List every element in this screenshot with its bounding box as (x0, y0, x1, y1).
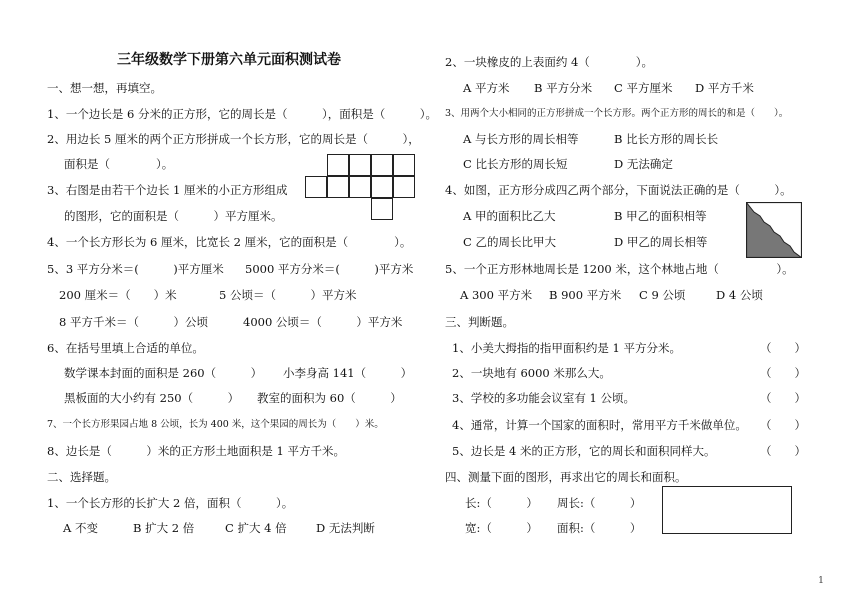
s1-q6b1: 黑板面的大小约有 250（ ） (64, 391, 240, 405)
s1-q6b2: 教室的面积为 60（ ） (257, 391, 402, 405)
s1-q6: 6、在括号里填上合适的单位。 (47, 341, 204, 355)
s2-q1-opt-b: B 扩大 2 倍 (133, 521, 195, 535)
s2-q4-opt-c: C 乙的周长比甲大 (463, 235, 556, 249)
s2-q5-opt-b: B 900 平方米 (549, 288, 622, 302)
s1-q5b1: 200 厘米＝（ ）米 (59, 288, 177, 302)
s2-q1: 1、一个长方形的长扩大 2 倍，面积（ ）。 (47, 496, 294, 510)
s2-q2-opt-a: A 平方米 (463, 81, 510, 95)
s1-q5c2: 4000 公顷＝（ ）平方米 (243, 315, 403, 329)
s2-q5-opt-d: D 4 公顷 (716, 288, 763, 302)
s3-item-5: 5、边长是 4 米的正方形，它的周长和面积同样大。 (452, 444, 716, 458)
s2-q2-opt-b: B 平方分米 (534, 81, 593, 95)
s1-q5b2: 5 公顷＝（ ）平方米 (219, 288, 357, 302)
s2-q4-opt-b: B 甲乙的面积相等 (614, 209, 707, 223)
s2-q2: 2、一块橡皮的上表面约 4（ ）。 (445, 55, 654, 69)
section1-heading: 一、想一想，再填空。 (47, 81, 162, 95)
s1-q2b: 面积是（ ）。 (64, 157, 174, 171)
s3-item-2: 2、一块地有 6000 米那么大。 (452, 366, 611, 380)
s3-item-4-bracket: （ ） (760, 418, 806, 432)
s2-q3: 3、用两个大小相同的正方形拼成一个长方形。两个正方形的周长的和是（ ）。 (445, 108, 789, 119)
s2-q1-opt-c: C 扩大 4 倍 (225, 521, 287, 535)
s1-q3a: 3、右图是由若干个边长 1 厘米的小正方形组成 (47, 183, 288, 197)
s2-q2-opt-c: C 平方厘米 (614, 81, 673, 95)
s4-length: 长:（ ） (465, 496, 538, 510)
s3-item-4: 4、通常，计算一个国家的面积时，常用平方千米做单位。 (452, 418, 747, 432)
s2-q3-opt-d: D 无法确定 (614, 157, 673, 171)
s1-q3b: 的图形，它的面积是（ ）平方厘米。 (64, 209, 283, 223)
s2-q2-opt-d: D 平方千米 (695, 81, 754, 95)
page-title: 三年级数学下册第六单元面积测试卷 (117, 52, 341, 68)
section4-heading: 四、测量下面的图形，再求出它的周长和面积。 (445, 470, 687, 484)
s2-q3-opt-a: A 与长方形的周长相等 (463, 132, 579, 146)
s1-q1: 1、一个边长是 6 分米的正方形，它的周长是（ ），面积是（ ）。 (47, 107, 437, 121)
s3-item-5-bracket: （ ） (760, 444, 806, 458)
s3-item-2-bracket: （ ） (760, 366, 806, 380)
s3-item-1: 1、小美大拇指的指甲面积约是 1 平方分米。 (452, 341, 681, 355)
s1-q6a1: 数学课本封面的面积是 260（ ） (64, 366, 263, 380)
s1-q5c1: 8 平方千米＝（ ）公顷 (59, 315, 208, 329)
s2-q5-opt-c: C 9 公顷 (639, 288, 686, 302)
s2-q4: 4、如图，正方形分成四乙两个部分，下面说法正确的是（ ）。 (445, 183, 792, 197)
s1-q5a2: 5000 平方分米＝( )平方米 (245, 262, 414, 276)
s4-area: 面积:（ ） (557, 521, 642, 535)
section2-heading: 二、选择题。 (47, 470, 116, 484)
s3-item-3-bracket: （ ） (760, 391, 806, 405)
s2-q5-opt-a: A 300 平方米 (460, 288, 533, 302)
s4-width: 宽:（ ） (465, 521, 538, 535)
s4-perimeter: 周长:（ ） (557, 496, 642, 510)
s1-q7: 7、一个长方形果园占地 8 公顷，长为 400 米，这个果园的周长为（ ）米。 (47, 419, 384, 430)
section3-heading: 三、判断题。 (445, 315, 514, 329)
s2-q5: 5、一个正方形林地周长是 1200 米，这个林地占地（ ）。 (445, 262, 794, 276)
s1-q6a2: 小李身高 141（ ） (283, 366, 413, 380)
s1-q8: 8、边长是（ ）米的正方形土地面积是 1 平方千米。 (47, 444, 345, 458)
s2-q1-opt-d: D 无法判断 (316, 521, 375, 535)
s1-q5a1: 5、3 平方分米＝( )平方厘米 (47, 262, 224, 276)
s2-q3-opt-b: B 比长方形的周长长 (614, 132, 719, 146)
s2-q4-opt-d: D 甲乙的周长相等 (614, 235, 708, 249)
s3-item-1-bracket: （ ） (760, 341, 806, 355)
s2-q3-opt-c: C 比长方形的周长短 (463, 157, 568, 171)
s1-q4: 4、一个长方形长为 6 厘米，比宽长 2 厘米，它的面积是（ ）。 (47, 235, 412, 249)
divided-square-figure (746, 202, 802, 258)
page-number: 1 (818, 575, 825, 586)
s2-q1-opt-a: A 不变 (63, 521, 98, 535)
measure-rectangle (662, 486, 792, 534)
s2-q4-opt-a: A 甲的面积比乙大 (463, 209, 556, 223)
s1-q2a: 2、用边长 5 厘米的两个正方形拼成一个长方形，它的周长是（ ）， (47, 132, 420, 146)
s3-item-3: 3、学校的多功能会议室有 1 公顷。 (452, 391, 635, 405)
